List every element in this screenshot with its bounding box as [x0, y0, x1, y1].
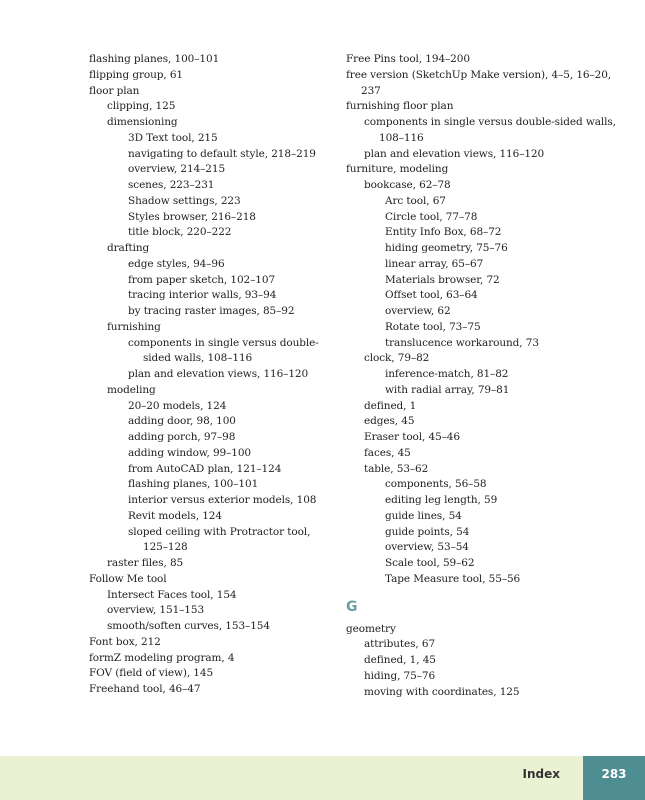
index-entry-level-1: Eraser tool, 45–46 [364, 431, 460, 443]
index-entry-level-2: guide points, 54 [385, 525, 470, 538]
index-entry-level-2: overview, 62 [385, 305, 451, 317]
right-entry-list [346, 52, 616, 588]
index-entry-level-2: Tape Measure tool, 55–56 [385, 572, 521, 585]
index-entry-level-0: floor plan [89, 84, 140, 97]
index-entry-level-1: hiding, 75–76 [364, 669, 436, 682]
index-entry-level-2: Offset tool, 63–64 [385, 289, 478, 302]
index-entry-level-1: table, 53–62 [364, 462, 429, 475]
index-entry-level-2: by tracing raster images, 85–92 [128, 305, 295, 317]
index-entry-level-1: dimensioning [107, 116, 178, 128]
index-entry-level-1: moving with coordinates, 125 [364, 685, 520, 698]
footer-section-label: Index [522, 767, 560, 781]
index-entry-level-2: hiding geometry, 75–76 [385, 242, 508, 254]
index-entry-level-1: Intersect Faces tool, 154 [107, 588, 237, 601]
index-entry-level-2: navigating to default style, 218–219 [128, 147, 316, 160]
index-entry-level-0: Follow Me tool [89, 572, 167, 585]
index-entry-level-2: adding window, 99–100 [128, 446, 252, 459]
index-entry-level-1: defined, 1, 45 [364, 654, 436, 666]
index-entry-level-2: adding door, 98, 100 [128, 415, 236, 428]
index-entry-level-2: with radial array, 79–81 [385, 383, 510, 396]
index-entry-level-1: bookcase, 62–78 [364, 179, 451, 191]
index-entry-level-2: plan and elevation views, 116–120 [128, 368, 309, 380]
index-entry-level-2: title block, 220–222 [128, 226, 232, 239]
left-entry-list [89, 52, 324, 698]
index-entry-level-2: 20–20 models, 124 [128, 399, 227, 412]
index-entry-level-1: components in single versus double-sided walls, 108–116 [364, 116, 616, 144]
index-entry-level-2: Materials browser, 72 [385, 273, 500, 286]
index-entry-level-2: interior versus exterior models, 108 [128, 494, 317, 506]
index-entry-level-0: Freehand tool, 46–47 [89, 683, 201, 695]
index-entry-level-1: faces, 45 [364, 446, 411, 459]
index-entry-level-2: guide lines, 54 [385, 509, 462, 522]
index-entry-level-2: Scale tool, 59–62 [385, 557, 475, 569]
index-entry-level-2: Shadow settings, 223 [128, 194, 241, 207]
index-entry-level-0: free version (SketchUp Make version), 4–5, 16–20, 237 [346, 68, 612, 97]
index-entry-level-1: overview, 151–153 [107, 604, 205, 617]
index-entry-level-2: scenes, 223–231 [128, 179, 215, 191]
index-entry-level-2: inference-match, 81–82 [385, 368, 509, 380]
index-entry-level-1: plan and elevation views, 116–120 [364, 147, 545, 160]
index-entry-level-2: overview, 214–215 [128, 163, 226, 176]
index-entry-level-2: tracing interior walls, 93–94 [128, 289, 277, 302]
index-entry-level-1: modeling [107, 383, 156, 396]
index-entry-level-0: furnishing floor plan [346, 100, 454, 113]
index-entry-level-2: Rotate tool, 73–75 [385, 320, 481, 333]
index-entry-level-2: Circle tool, 77–78 [385, 210, 478, 223]
index-entry-level-2: Styles browser, 216–218 [128, 210, 256, 223]
index-entry-level-2: Arc tool, 67 [385, 194, 446, 207]
index-entry-level-1: drafting [107, 242, 150, 254]
index-entry-level-0: flashing planes, 100–101 [89, 53, 220, 65]
index-entry-level-0: flipping group, 61 [89, 68, 184, 81]
index-entry-level-2: 3D Text tool, 215 [128, 131, 218, 144]
index-entry-level-2: adding porch, 97–98 [128, 431, 236, 443]
index-entry-level-1: smooth/soften curves, 153–154 [107, 620, 270, 632]
index-entry-level-2: translucence workaround, 73 [385, 336, 539, 349]
index-entry-level-0: FOV (field of view), 145 [89, 667, 214, 680]
index-entry-level-1: edges, 45 [364, 415, 415, 428]
index-entry-level-0: geometry [346, 622, 396, 635]
index-entry-level-0: formZ modeling program, 4 [89, 651, 235, 664]
index-entry-level-1: raster files, 85 [107, 557, 184, 569]
index-entry-level-1: clipping, 125 [107, 100, 176, 113]
index-entry-level-2: overview, 53–54 [385, 541, 469, 554]
index-entry-level-1: attributes, 67 [364, 638, 436, 651]
index-entry-level-2: from paper sketch, 102–107 [128, 273, 276, 286]
section-letter-heading: G [346, 598, 358, 615]
index-entry-level-2: components in single versus double-sided walls, 108–116 [128, 336, 319, 365]
page-number-box [583, 756, 645, 800]
index-entry-level-0: furniture, modeling [346, 163, 449, 176]
index-entry-level-2: edge styles, 94–96 [128, 257, 225, 270]
g-section-entry-list [346, 622, 616, 701]
index-entry-level-2: flashing planes, 100–101 [128, 478, 259, 491]
index-entry-level-2: editing leg length, 59 [385, 494, 498, 506]
index-entry-level-2: components, 56–58 [385, 478, 487, 491]
page-number: 283 [601, 767, 627, 781]
page-footer [0, 756, 645, 800]
index-entry-level-2: Entity Info Box, 68–72 [385, 226, 502, 239]
index-entry-level-1: clock, 79–82 [364, 352, 430, 365]
index-entry-level-2: sloped ceiling with Protractor tool, 125–128 [128, 525, 311, 554]
index-entry-level-0: Font box, 212 [89, 635, 161, 648]
index-entry-level-2: Revit models, 124 [128, 509, 222, 522]
index-entry-level-1: defined, 1 [364, 399, 417, 412]
index-entry-level-0: Free Pins tool, 194–200 [346, 53, 470, 65]
index-column-left [89, 52, 324, 698]
index-entry-level-2: linear array, 65–67 [385, 257, 484, 270]
index-entry-level-1: furnishing [107, 320, 161, 333]
index-entry-level-2: from AutoCAD plan, 121–124 [128, 462, 282, 475]
index-column-right [346, 52, 616, 700]
